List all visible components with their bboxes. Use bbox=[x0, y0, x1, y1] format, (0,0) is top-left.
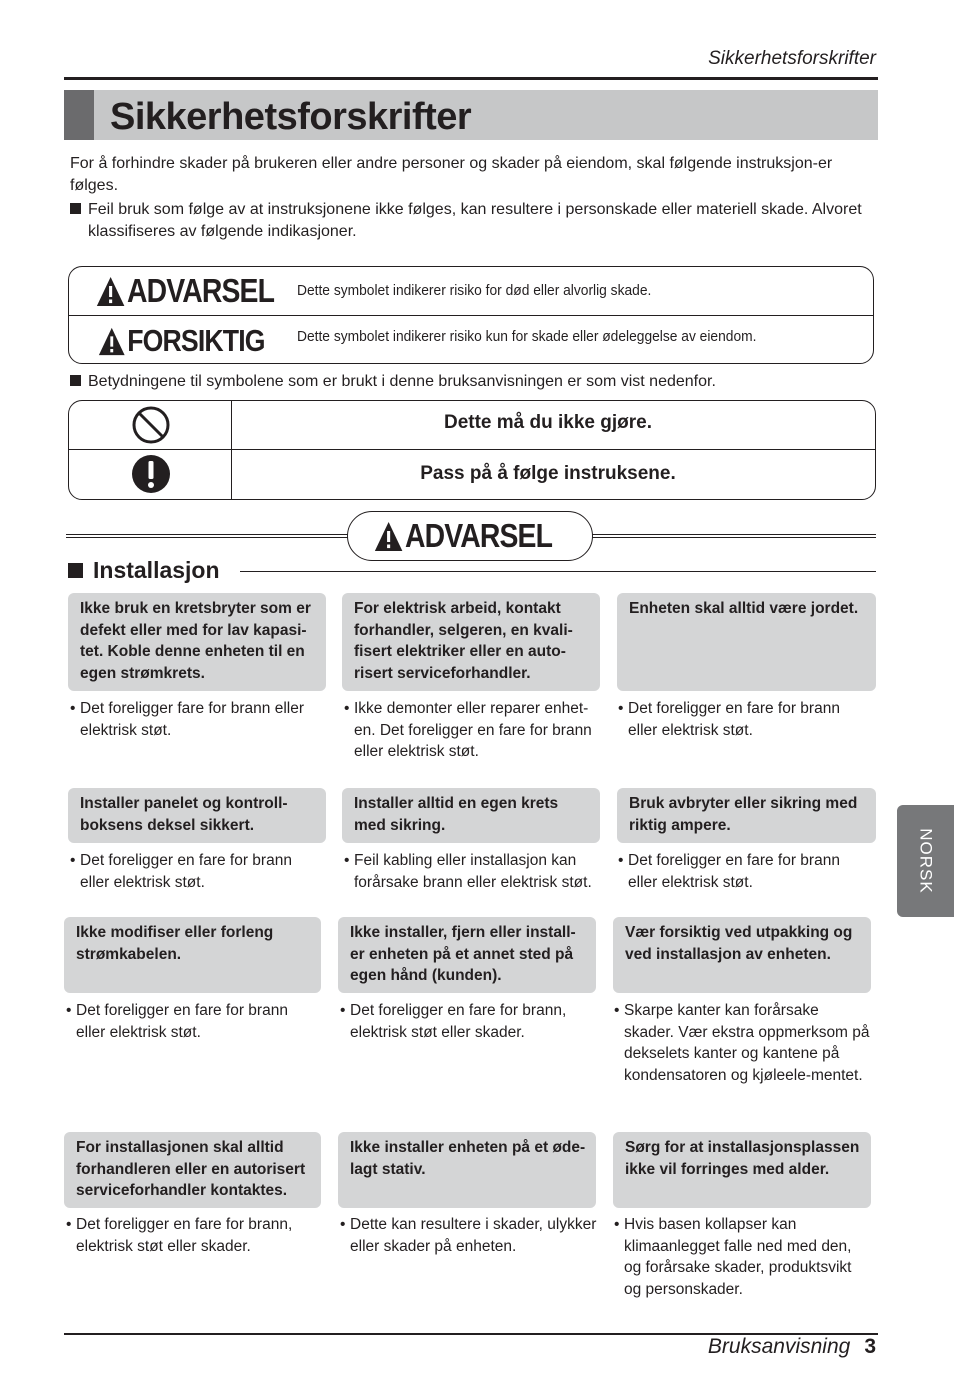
header-rule bbox=[64, 77, 878, 80]
card-body: • Dette kan resultere i skader, ulykker eller skader på enheten. bbox=[340, 1216, 597, 1255]
title-accent-block bbox=[64, 90, 94, 140]
language-tab-label: NORSK bbox=[916, 828, 936, 894]
card-body: • Hvis basen kollapser kan klimaanlegget falle ned med den, og forårsake skader, produktsvikt og personskader. bbox=[614, 1216, 852, 1298]
card-head: Ikke bruk en kretsbryter som er defekt eller med for lav kapasi-tet. Koble denne enheten til en egen strømkrets. bbox=[68, 593, 326, 691]
banner-word: ADVARSEL bbox=[404, 517, 553, 554]
symbols-intro bbox=[70, 371, 876, 393]
card-head: Installer panelet og kontroll-boksens deksel sikkert. bbox=[68, 788, 326, 843]
card-body: • Skarpe kanter kan forårsake skader. Vær ekstra oppmerksom på dekselets kanter og kantene på kondensatoren og kjøleele-mentet. bbox=[614, 1002, 870, 1084]
card-body: • Feil kabling eller installasjon kan forårsake brann eller elektrisk støt. bbox=[344, 852, 592, 891]
card-body: • Det foreligger en fare for brann, elektrisk støt eller skader. bbox=[66, 1216, 293, 1255]
banner-signal bbox=[374, 517, 552, 555]
language-tab-label-wrap bbox=[897, 805, 954, 917]
page-title: Sikkerhetsforskrifter bbox=[110, 96, 472, 138]
square-bullet-icon bbox=[70, 203, 81, 214]
caution-description: Dette symbolet indikerer risiko kun for skade eller ødeleggelse av eiendom. bbox=[297, 328, 757, 345]
warning-word: ADVARSEL bbox=[126, 272, 275, 309]
card-body: • Det foreligger en fare for brann eller elektrisk støt. bbox=[618, 700, 840, 739]
intro-paragraph: For å forhindre skader på brukeren eller andre personer og skader på eiendom, skal følgende instruksjon-er følges. bbox=[70, 155, 833, 194]
warning-signal bbox=[96, 272, 274, 310]
card-head: Ikke installer, fjern eller install-er enheten på et annet sted på egen hånd (kunden). bbox=[338, 917, 596, 993]
card-body: • Det foreligger en fare for brann eller elektrisk støt. bbox=[66, 1002, 288, 1041]
symbols-intro-text: Betydningene til symbolene som er brukt i denne bruksanvisningen er som vist nedenfor. bbox=[88, 373, 716, 390]
section-title: Installasjon bbox=[93, 557, 220, 583]
prohibited-meaning: Dette må du ikke gjøre. bbox=[443, 412, 652, 433]
symbol-table-row-divider bbox=[69, 449, 875, 450]
card-head: For elektrisk arbeid, kontakt forhandler, selgeren, en kvali-fisert elektriker eller en auto-risert serviceforhandler. bbox=[342, 593, 600, 691]
card-head: Sørg for at installasjonsplassen ikke vil forringes med alder. bbox=[613, 1132, 871, 1208]
prohibited-icon bbox=[131, 405, 171, 445]
card-body: • Ikke demonter eller reparer enhet-en. Det foreligger en fare for brann eller elektrisk støt. bbox=[344, 700, 592, 760]
mandatory-meaning: Pass på å følge instruksene. bbox=[420, 463, 676, 484]
card-head: Ikke modifiser eller forleng strømkabelen. bbox=[64, 917, 321, 993]
card-head: Ikke installer enheten på et øde-lagt stativ. bbox=[338, 1132, 596, 1208]
square-bullet-icon bbox=[70, 375, 81, 386]
card-head: Vær forsiktig ved utpakking og ved installasjon av enheten. bbox=[613, 917, 871, 993]
section-rule bbox=[240, 571, 876, 572]
card-body: • Det foreligger en fare for brann eller elektrisk støt. bbox=[618, 852, 840, 891]
warning-triangle-icon bbox=[374, 521, 403, 552]
warning-triangle-icon bbox=[96, 276, 125, 307]
signal-word-divider bbox=[69, 315, 874, 316]
intro-bullet bbox=[70, 199, 876, 242]
mandatory-icon bbox=[131, 454, 171, 494]
warning-description: Dette symbolet indikerer risiko for død eller alvorlig skade. bbox=[297, 282, 652, 299]
caution-word: FORSIKTIG bbox=[127, 323, 265, 358]
section-heading bbox=[68, 557, 220, 584]
caution-triangle-icon bbox=[98, 327, 126, 356]
card-body: • Det foreligger en fare for brann eller elektrisk støt. bbox=[70, 852, 292, 891]
card-body: • Det foreligger fare for brann eller elektrisk støt. bbox=[70, 700, 305, 739]
running-header: Sikkerhetsforskrifter bbox=[708, 48, 876, 69]
card-head: Enheten skal alltid være jordet. bbox=[617, 593, 876, 691]
banner-right-line bbox=[592, 534, 876, 538]
card-head: Installer alltid en egen krets med sikring. bbox=[342, 788, 600, 843]
card-head: For installasjonen skal alltid forhandleren eller en autorisert serviceforhandler kontaktes. bbox=[64, 1132, 321, 1208]
caution-signal bbox=[98, 322, 265, 360]
card-head: Bruk avbryter eller sikring med riktig ampere. bbox=[617, 788, 876, 843]
intro-bullet-text: Feil bruk som følge av at instruksjonene ikke følges, kan resultere i personskade eller materiell skade. Alvoret klassifiseres av følgende indikasjoner. bbox=[88, 201, 862, 240]
banner-left-line bbox=[66, 534, 348, 538]
card-body: • Det foreligger en fare for brann, elektrisk støt eller skader. bbox=[340, 1002, 567, 1041]
page-number: 3 bbox=[864, 1335, 876, 1358]
footer bbox=[0, 1335, 876, 1359]
square-bullet-icon bbox=[68, 563, 83, 578]
footer-label: Bruksanvisning bbox=[707, 1335, 851, 1358]
